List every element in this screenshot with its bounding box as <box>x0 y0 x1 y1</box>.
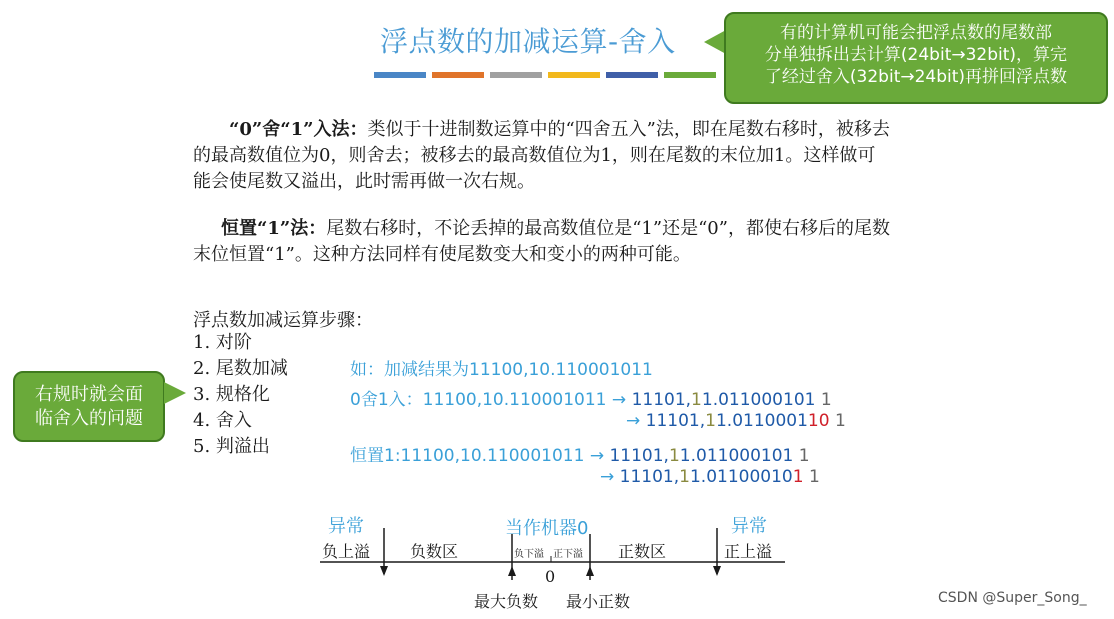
step-item: 3. 规格化 <box>193 384 270 405</box>
step-item: 2. 尾数加减 <box>193 358 288 379</box>
neg-overflow-label: 负上溢 <box>322 542 371 561</box>
step-item: 5. 判溢出 <box>193 436 270 457</box>
step-item: 1. 对阶 <box>193 332 252 353</box>
result-sign-bit: 1 <box>679 467 690 487</box>
zero-label: 0 <box>545 567 556 586</box>
callout-line: 右规时就会面 <box>35 384 143 405</box>
example-label: 恒置1:11100,10.110001011 <box>350 446 585 466</box>
steps-title: 浮点数加减运算步骤： <box>193 310 373 331</box>
result-dropped-bit: 1 <box>829 411 846 431</box>
callout-line: 了经过舍入(32bit→24bit)再拼回浮点数 <box>764 67 1068 87</box>
result-sign-bit: 1 <box>691 390 702 410</box>
arrow-down-icon <box>713 566 721 576</box>
result-exponent: 11101, <box>619 467 680 487</box>
pos-zone-label: 正数区 <box>618 542 667 561</box>
result-exponent: 11101, <box>631 390 692 410</box>
paragraph-text: 尾数右移时，不论丢掉的最高数值位是“1”还是“0”，都使右移后的尾数末位恒置“1”。这种方法同样有使尾数变大和变小的两种可能。 <box>193 218 890 265</box>
result-fixed-bit: 1 <box>792 467 804 487</box>
step-item: 4. 舍入 <box>193 410 252 431</box>
watermark: CSDN @Super_Song_ <box>938 590 1087 606</box>
result-sign-bit: 1 <box>705 411 716 431</box>
arrow-down-icon <box>380 566 388 576</box>
arrow-right-icon: → <box>589 446 605 466</box>
callout-line: 有的计算机可能会把浮点数的尾数部 <box>780 23 1052 43</box>
page-title: 浮点数的加减运算-舍入 <box>380 25 676 58</box>
arrow-right-icon: → <box>611 390 627 410</box>
result-sign-bit: 1 <box>689 467 701 487</box>
result-sign-bit: 1 <box>715 411 727 431</box>
result-dropped-bit: 1 <box>793 446 810 466</box>
result-mantissa: .011000101 <box>712 390 816 410</box>
result-dropped-bit: 1 <box>815 390 832 410</box>
example-label: 0舍1入：11100,10.110001011 <box>350 390 607 410</box>
paragraph-heading: “0”舍“1”入法： <box>229 119 368 140</box>
result-sign-bit: 1 <box>679 446 691 466</box>
result-sign-bit: 1 <box>701 390 713 410</box>
callout-line: 分单独拆出去计算(24bit→32bit)，算完 <box>764 45 1068 65</box>
result-exponent: 11101, <box>645 411 706 431</box>
result-dropped-bit: 1 <box>803 467 820 487</box>
result-mantissa: .0110001 <box>726 411 808 431</box>
neg-underflow-label: 负下溢 <box>514 549 544 560</box>
result-exponent: 11101, <box>609 446 669 466</box>
result-mantissa: .01100010 <box>700 467 793 487</box>
machine-zero-label: 当作机器0 <box>505 518 589 539</box>
max-negative-label: 最大负数 <box>474 592 539 611</box>
abnormal-label-left: 异常 <box>328 516 364 537</box>
result-mantissa: .011000101 <box>690 446 794 466</box>
neg-zone-label: 负数区 <box>410 542 459 561</box>
example-title: 如：加减结果为11100,10.110001011 <box>350 360 653 380</box>
result-rounded-bits: 10 <box>807 411 830 431</box>
arrow-right-icon: → <box>600 467 615 487</box>
arrow-right-icon: → <box>626 411 641 431</box>
callout-line: 临舍入的问题 <box>35 408 143 429</box>
arrow-up-icon <box>508 566 516 576</box>
pos-underflow-label: 正下溢 <box>553 549 583 560</box>
result-sign-bit: 1 <box>668 446 680 466</box>
paragraph-heading: 恒置“1”法： <box>221 218 327 239</box>
arrow-up-icon <box>586 566 594 576</box>
paragraph-text: 类似于十进制数运算中的“四舍五入”法，即在尾数右移时，被移去的最高数值位为0，则舍去；被移去的最高数值位为1，则在尾数的末位加1。这样做可能会使尾数又溢出，此时需再做一次右规。 <box>193 119 890 192</box>
abnormal-label-right: 异常 <box>731 516 767 537</box>
pos-overflow-label: 正上溢 <box>724 542 773 561</box>
min-positive-label: 最小正数 <box>566 592 631 611</box>
